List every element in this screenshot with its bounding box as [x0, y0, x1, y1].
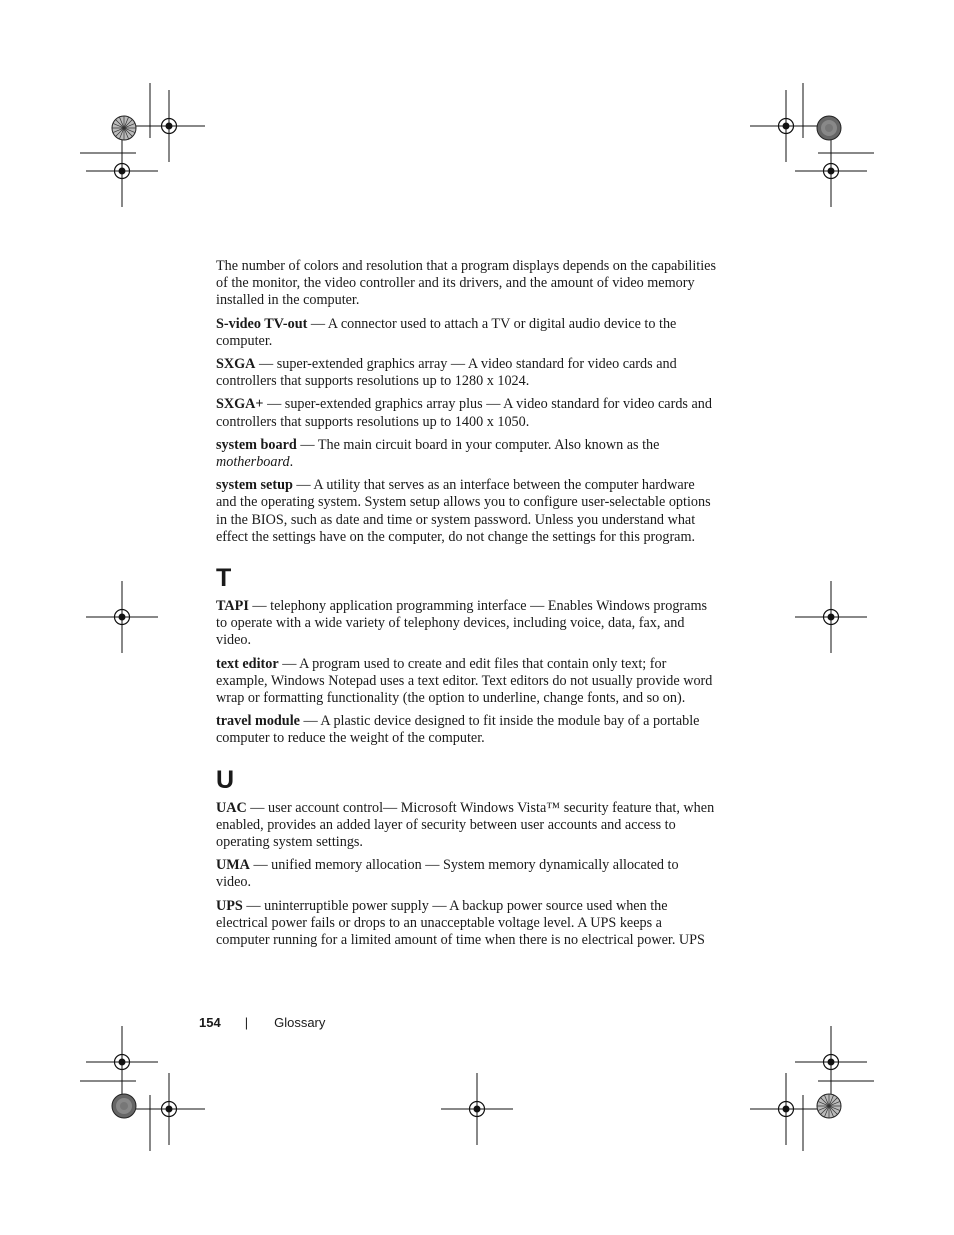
glossary-definition: — super-extended graphics array — A video standard for video cards and controllers that supports resolutions up to 1280 x 1024. — [216, 356, 677, 390]
glossary-term: SXGA+ — [216, 396, 264, 413]
glossary-term: S-video TV-out — [216, 315, 308, 332]
glossary-entry — [216, 713, 716, 747]
glossary-term: UMA — [216, 857, 250, 874]
glossary-definition: — user account control— Microsoft Windows Vista™ security feature that, when enabled, provides an added layer of security between user accounts and access to operating system settings. — [216, 799, 715, 851]
page-footer — [199, 1015, 325, 1030]
glossary-definition-tail: . — [289, 454, 294, 471]
glossary-term: TAPI — [216, 598, 249, 615]
glossary-definition: — A utility that serves as an interface between the computer hardware and the operating system. System setup allows you to configure user-selectable options in the BIOS, such as date and time or system password. Unless you understand what effect the settings have on the computer, do not change the settings for this program. — [216, 477, 711, 545]
glossary-term: travel module — [216, 713, 300, 730]
glossary-term: UAC — [216, 799, 247, 816]
glossary-entry — [216, 477, 716, 546]
glossary-entry — [216, 396, 716, 430]
glossary-definition: — A connector used to attach a TV or digital audio device to the computer. — [216, 315, 677, 349]
glossary-definition: — telephony application programming interface — Enables Windows programs to operate with a wide variety of telephony devices, including voice, data, fax, and video. — [216, 598, 708, 649]
glossary-entry — [216, 356, 716, 390]
glossary-entry — [216, 857, 716, 891]
section-letter-heading: T — [216, 564, 232, 593]
glossary-entry — [216, 598, 716, 650]
glossary-entry — [216, 800, 716, 852]
footer-separator: | — [244, 1015, 249, 1030]
glossary-definition: — A program used to create and edit files that contain only text; for example, Windows Notepad uses a text editor. Text editors do not usually provide word wrap or formatting functionality (the option to underline, change fonts, and so on). — [216, 655, 713, 707]
glossary-term: system setup — [216, 477, 293, 494]
footer-section-name: Glossary — [274, 1015, 326, 1030]
glossary-term: SXGA — [216, 356, 256, 373]
glossary-term: UPS — [216, 897, 243, 914]
glossary-definition: — A plastic device designed to fit inside the module bay of a portable computer to reduce the weight of the computer. — [216, 713, 700, 747]
glossary-entry — [216, 656, 716, 708]
glossary-term: text editor — [216, 655, 279, 672]
glossary-entry — [216, 316, 716, 350]
glossary-entry — [216, 898, 716, 950]
glossary-sections — [216, 316, 716, 950]
glossary-definition: — unified memory allocation — System memory dynamically allocated to video. — [216, 857, 679, 891]
page-number: 154 — [199, 1015, 221, 1030]
glossary-entry — [216, 437, 716, 471]
glossary-definition: — uninterruptible power supply — A backup power source used when the electrical power fails or drops to an unacceptable voltage level. A UPS keeps a computer running for a limited amount of time when there is no electrical power. UPS — [216, 897, 705, 949]
intro-paragraph: The number of colors and resolution that a program displays depends on the capabilities of the monitor, the video controller and its drivers, and the amount of video memory installed in the computer. — [216, 258, 716, 309]
glossary-definition: — super-extended graphics array plus — A video standard for video cards and controllers that supports resolutions up to 1400 x 1050. — [216, 396, 712, 430]
glossary-definition-italic: motherboard — [216, 454, 290, 471]
glossary-definition: — The main circuit board in your computer. Also known as the — [296, 436, 660, 453]
glossary-content — [216, 258, 716, 955]
section-letter-heading: U — [216, 765, 235, 794]
glossary-term: system board — [216, 436, 297, 453]
